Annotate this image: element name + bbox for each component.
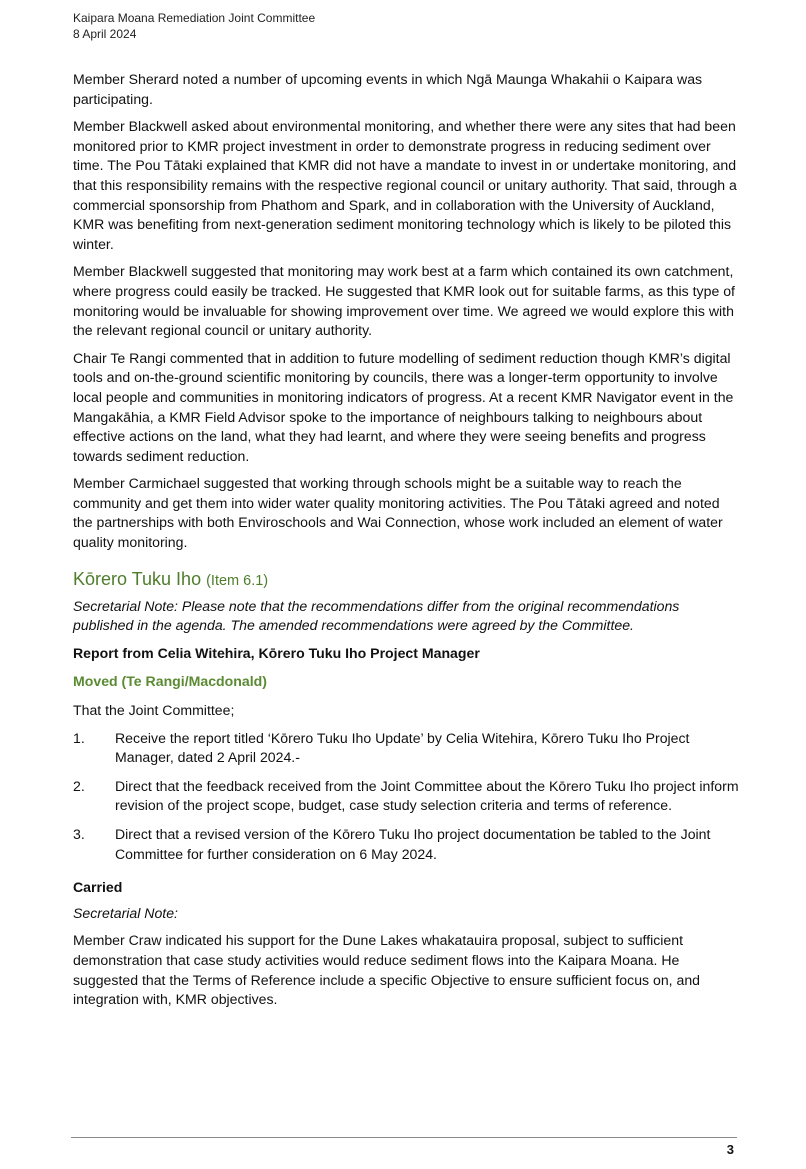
recommendation-text: Receive the report titled ‘Kōrero Tuku Iho Update’ by Celia Witehira, Kōrero Tuku Iho Project Manager, dated 2 April 2024.- [115, 729, 690, 766]
paragraph: Member Carmichael suggested that working through schools might be a suitable way to reach the community and get them into wider water quality monitoring activities. The Pou Tātaki agreed and noted the partnerships with both Enviroschools and Wai Connection, whose work included an element of water quality monitoring. [73, 475, 723, 551]
report-author-line: Report from Celia Witehira, Kōrero Tuku Iho Project Manager [73, 644, 480, 661]
document-body [73, 70, 741, 1018]
page-number: 3 [726, 1142, 734, 1157]
recommendation-number: 3. [73, 826, 85, 842]
section-heading [73, 567, 741, 593]
recommendation-number: 2. [73, 777, 85, 794]
paragraph: Member Blackwell asked about environmental monitoring, and whether there were any sites that had been monitored prior to KMR project investment in order to demonstrate progress in reducing sediment over time. The Pou Tātaki explained that KMR did not have a mandate to invest in or undertake monitoring, and that this responsibility remains with the respective regional council or unitary authority. That said, through a commercial sponsorship from Phathom and Spark, and in collaboration with the University of Auckland, KMR was benefiting from next-generation sediment monitoring technology which is likely to be piloted this winter. [73, 118, 737, 252]
recommendation-text: Direct that a revised version of the Kōrero Tuku Iho project documentation be tabled to the Joint Committee for further consideration on 6 May 2024. [115, 826, 711, 862]
paragraph: Member Blackwell suggested that monitoring may work best at a farm which contained its own catchment, where progress could easily be tracked. He suggested that KMR look out for suitable farms, as this type of monitoring would be invaluable for showing improvement over time. We agreed we would explore this with the relevant regional council or unitary authority. [73, 263, 735, 339]
recommendation-number: 1. [73, 729, 85, 746]
header-date: 8 April 2024 [73, 27, 137, 41]
resolution-intro: That the Joint Committee; [73, 702, 235, 719]
closing-paragraph: Member Craw indicated his support for the Dune Lakes whakatauira proposal, subject to sufficient demonstration that case study activities would reduce sediment flows into the Kaipara Moana. He suggested that the Terms of Reference include a specific Objective to ensure sufficient focus on, and integration with, KMR objectives. [73, 932, 701, 1008]
recommendation-item [73, 729, 741, 768]
paragraph: Member Sherard noted a number of upcoming events in which Ngā Maunga Whakahii o Kaipara was participating. [73, 71, 703, 107]
secretarial-note-label: Secretarial Note: [73, 904, 178, 921]
header-committee-name: Kaipara Moana Remediation Joint Committee [73, 11, 316, 25]
section-item-number: (Item 6.1) [206, 572, 269, 589]
secretarial-note: Secretarial Note: Please note that the recommendations differ from the original recommendations published in the agenda. The amended recommendations were agreed by the Committee. [73, 597, 680, 634]
recommendation-item [73, 825, 741, 864]
paragraph: Chair Te Rangi commented that in addition to future modelling of sediment reduction though KMR’s digital tools and on-the-ground scientific monitoring by councils, there was a longer-term opportunity to involve local people and communities in monitoring indicators of progress. At a recent KMR Navigator event in the Mangakāhia, a KMR Field Advisor spoke to the importance of neighbours talking to neighbours about effective actions on the land, what they had learnt, and where they were seeing benefits and progress towards sediment reduction. [73, 349, 734, 464]
running-header [73, 10, 315, 42]
section-title: Kōrero Tuku Iho [73, 568, 202, 589]
moved-line: Moved (Te Rangi/Macdonald) [73, 673, 267, 690]
carried-label: Carried [73, 879, 123, 896]
footer-rule [71, 1137, 737, 1138]
recommendation-text: Direct that the feedback received from the Joint Committee about the Kōrero Tuku Iho project inform revision of the project scope, budget, case study selection criteria and terms of reference. [115, 777, 739, 814]
recommendation-item [73, 777, 741, 816]
